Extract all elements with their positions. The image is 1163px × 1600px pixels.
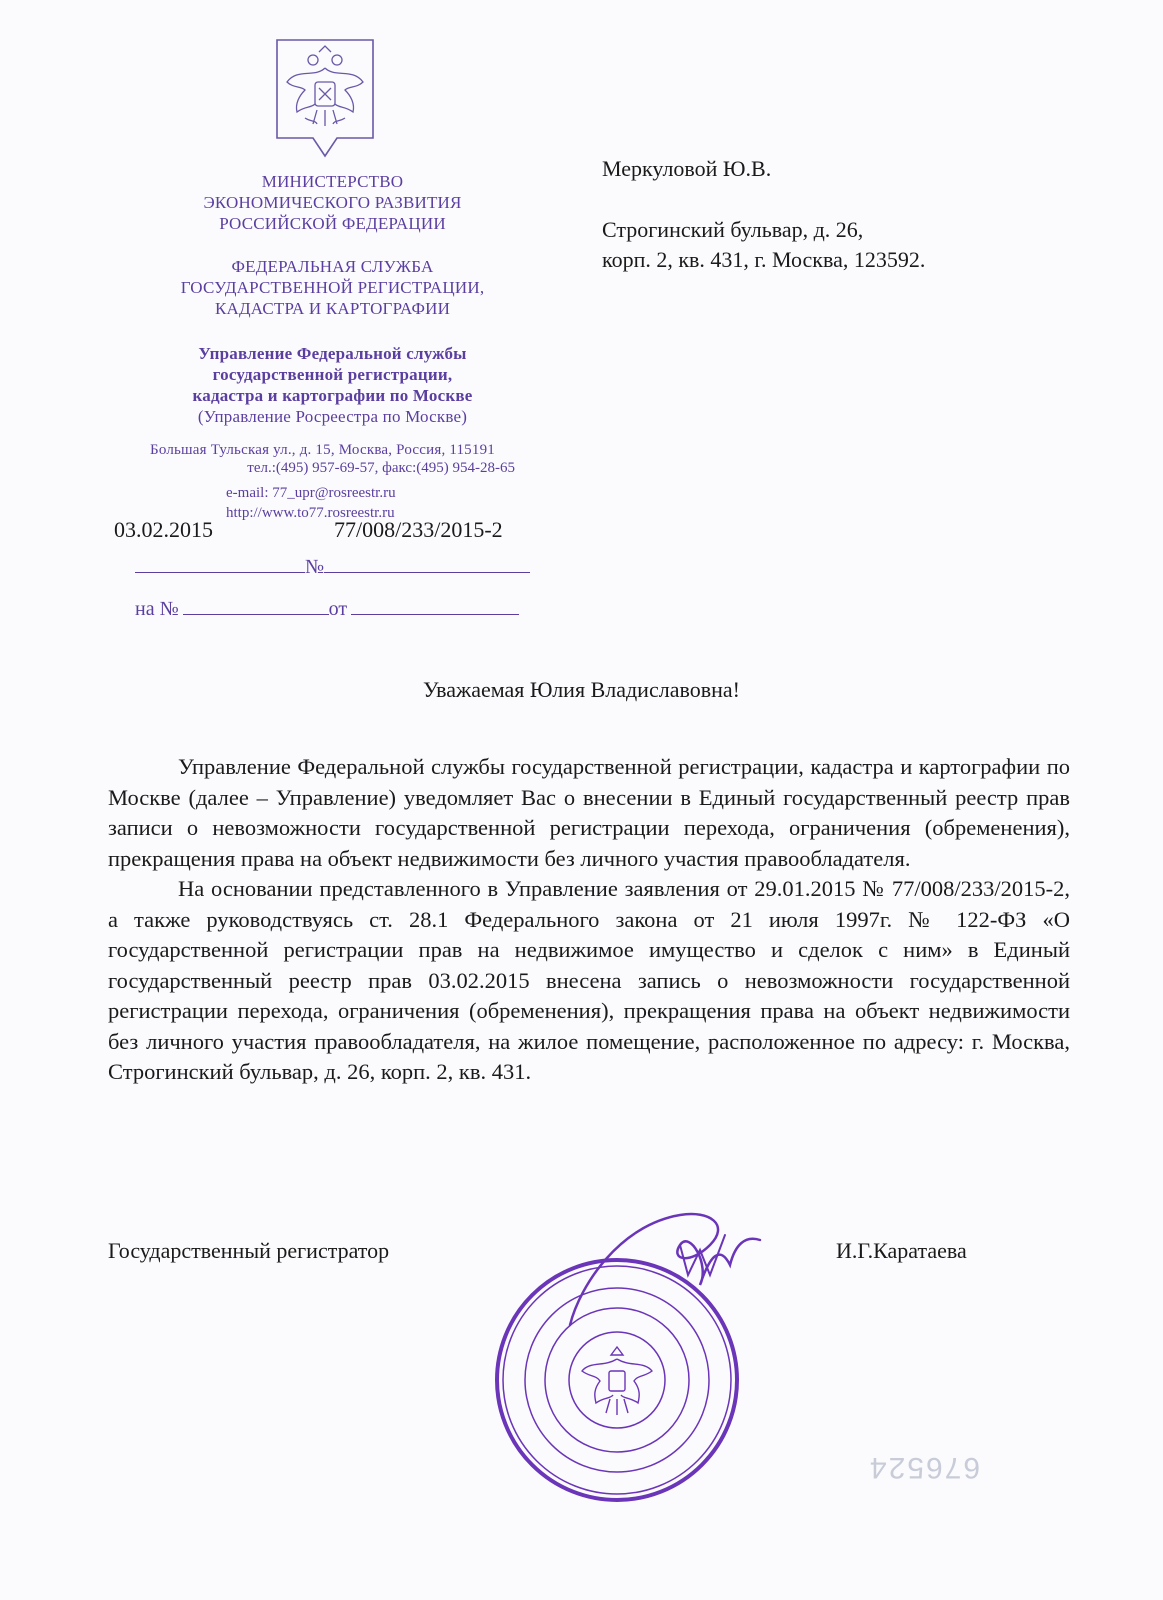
body-paragraph-2: На основании представленного в Управление заявления от 29.01.2015 № 77/008/233/2015-2, а также руководствуясь ст. 28.1 Федерального закона от 21 июля 1997г. № 122-ФЗ «О государственной регистрации прав на недвижимое имущество и сделок с ним» в Единый государственный реестр прав 03.02.2015 внесена запись о невозможности государственной регистрации перехода, ограничения (обременения), прекращения права на объект недвижимости без личного участия правообладателя, на жилое помещение, расположенное по адресу: г. Москва, Строгинский бульвар, д. 26, корп. 2, кв. 431. [108, 876, 1070, 1084]
service-line-1: ФЕДЕРАЛЬНАЯ СЛУЖБА [231, 257, 434, 276]
reference-fields-row [135, 594, 519, 621]
date-field-line [135, 552, 305, 573]
reference-number-label: на № [135, 598, 179, 620]
number-field-line [324, 552, 530, 573]
ministry-line-2: ЭКОНОМИЧЕСКОГО РАЗВИТИЯ [203, 193, 462, 212]
recipient-address-line-2: корп. 2, кв. 431, г. Москва, 123592. [602, 247, 926, 272]
department-header [120, 343, 545, 406]
department-phones: тел.:(495) 957-69-57, факс:(495) 954-28-65 [247, 460, 515, 476]
outgoing-number: 77/008/233/2015-2 [334, 517, 503, 542]
body-paragraph-1: Управление Федеральной службы государственной регистрации, кадастра и картографии по Москве (далее – Управление) уведомляет Вас о внесении в Единый государственный реестр прав записи о невозможности государственной регистрации перехода, ограничения (обременения), прекращения права на объект недвижимости без личного участия правообладателя. [108, 754, 1070, 871]
coat-of-arms-emblem-icon [275, 38, 375, 158]
department-line-2: государственной регистрации, [212, 365, 453, 384]
outgoing-fields-row [135, 552, 530, 579]
service-line-3: КАДАСТРА И КАРТОГРАФИИ [214, 299, 451, 318]
serial-number: 676524 [868, 1451, 981, 1484]
ministry-line-3: РОССИЙСКОЙ ФЕДЕРАЦИИ [219, 214, 446, 233]
letter-body [108, 752, 1070, 1088]
department-email: e-mail: 77_upr@rosreestr.ru [226, 485, 396, 501]
handwritten-signature-icon [560, 1205, 770, 1335]
recipient-name: Меркуловой Ю.В. [602, 156, 772, 181]
ministry-line-1: МИНИСТЕРСТВО [261, 172, 404, 191]
ministry-header [120, 171, 545, 234]
signatory-name: И.Г.Каратаева [836, 1238, 967, 1263]
salutation: Уважаемая Юлия Владиславовна! [423, 677, 740, 702]
department-website: http://www.to77.rosreestr.ru [226, 505, 395, 521]
signatory-title: Государственный регистратор [108, 1238, 390, 1263]
department-short-name: (Управление Росреестра по Москве) [197, 407, 468, 426]
department-line-3: кадастра и картографии по Москве [192, 386, 473, 405]
reference-from-label: от [328, 598, 348, 620]
department-address: Большая Тульская ул., д. 15, Москва, Россия, 115191 [150, 442, 495, 458]
service-line-2: ГОСУДАРСТВЕННОЙ РЕГИСТРАЦИИ, [180, 278, 485, 297]
recipient-address-line-1: Строгинский бульвар, д. 26, [602, 217, 864, 242]
number-sign-label: № [305, 556, 325, 578]
reference-date-line [351, 594, 519, 615]
outgoing-date: 03.02.2015 [114, 517, 213, 542]
reference-number-line [183, 594, 329, 615]
department-line-1: Управление Федеральной службы [198, 344, 467, 363]
service-header [120, 256, 545, 319]
